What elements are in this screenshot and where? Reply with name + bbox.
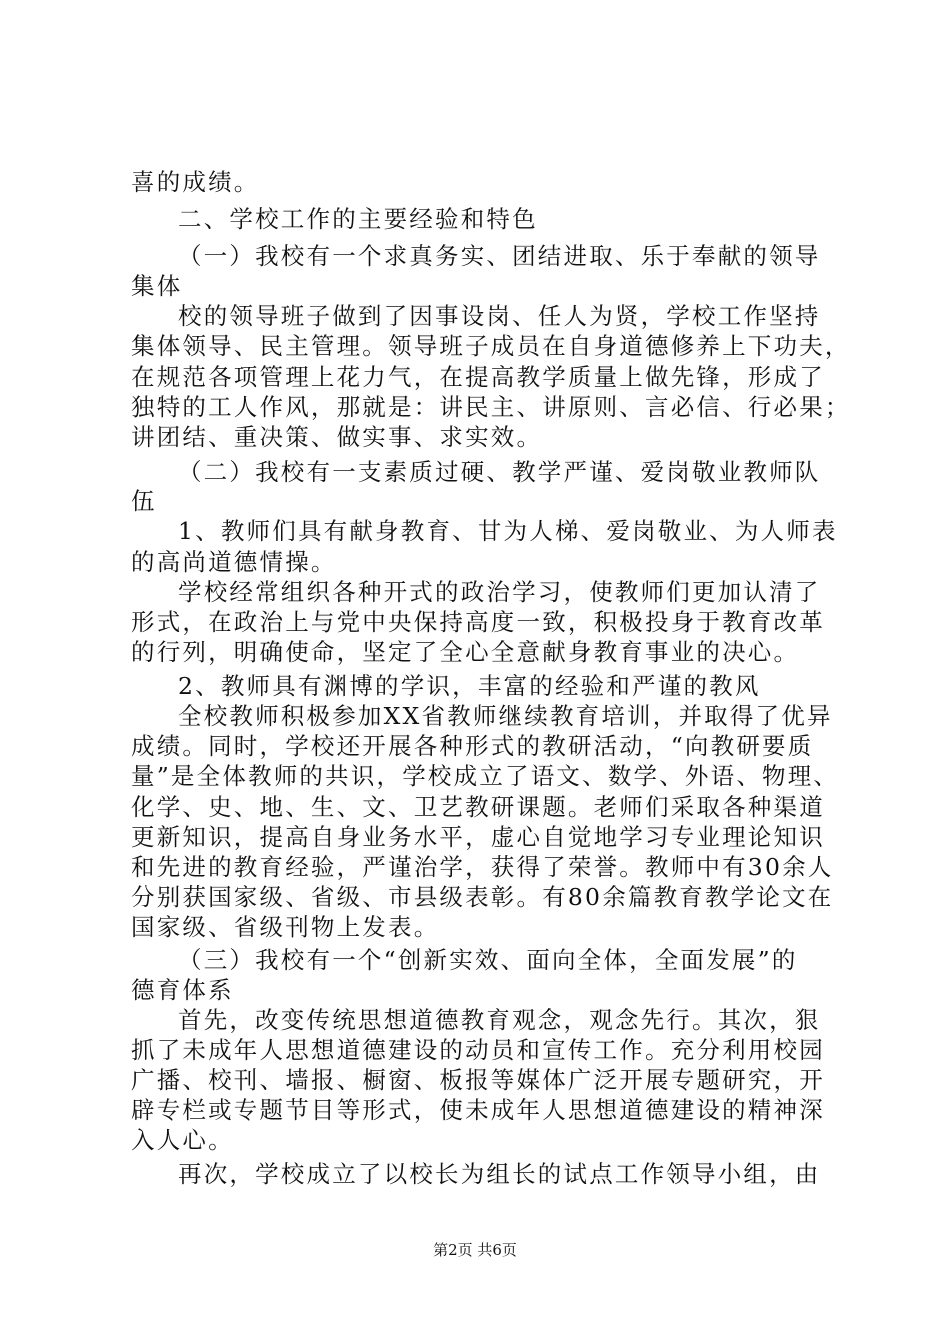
text-line: 讲团结、重决策、做实事、求实效。 xyxy=(131,423,543,451)
text-line: 首先，改变传统思想道德教育观念，观念先行。其次，狠 xyxy=(178,1006,821,1034)
text-line: 化学、史、地、生、文、卫艺教研课题。老师们采取各种渠道 xyxy=(131,793,825,821)
text-line: 抓了未成年人思想道德建设的动员和宣传工作。充分利用校园 xyxy=(131,1036,825,1064)
text-line: 和先进的教育经验，严谨治学，获得了荣誉。教师中有30余人 xyxy=(131,853,834,881)
text-line: 独特的工人作风，那就是：讲民主、讲原则、言必信、行必果； xyxy=(131,393,851,421)
text-line: 更新知识，提高自身业务水平，虚心自觉地学习专业理论知识 xyxy=(131,823,825,851)
text-line: 集体领导、民主管理。领导班子成员在自身道德修养上下功夫， xyxy=(131,332,851,360)
list-item: 1、教师们具有献身教育、甘为人梯、爱岗敬业、为人师表 xyxy=(178,517,838,545)
list-item: 的高尚道德情操。 xyxy=(131,548,337,576)
subsection-heading: （二）我校有一支素质过硬、教学严谨、爱岗敬业教师队 xyxy=(178,458,821,486)
text-line: 入人心。 xyxy=(131,1126,234,1154)
subsection-heading: 德育体系 xyxy=(131,976,234,1004)
list-item: 2、教师具有渊博的学识，丰富的经验和严谨的教风 xyxy=(178,672,761,700)
text-line: 在规范各项管理上花力气，在提高教学质量上做先锋，形成了 xyxy=(131,363,825,391)
text-line: 量”是全体教师的共识，学校成立了语文、数学、外语、物理、 xyxy=(131,762,840,790)
page-number: 第2页 共6页 xyxy=(433,1241,517,1259)
subsection-heading: （三）我校有一个“创新实效、面向全体，全面发展”的 xyxy=(178,946,798,974)
subsection-heading: 集体 xyxy=(131,272,183,300)
text-line: 全校教师积极参加XX省教师继续教育培训，并取得了优异 xyxy=(178,702,833,730)
text-line: 广播、校刊、墙报、橱窗、板报等媒体广泛开展专题研究，开 xyxy=(131,1066,825,1094)
text-line: 校的领导班子做到了因事设岗、任人为贤，学校工作坚持 xyxy=(178,302,821,330)
text-line: 喜的成绩。 xyxy=(131,168,260,196)
text-line: 成绩。同时，学校还开展各种形式的教研活动，“向教研要质 xyxy=(131,732,814,760)
text-line: 再次，学校成立了以校长为组长的试点工作领导小组，由 xyxy=(178,1160,821,1188)
subsection-heading: （一）我校有一个求真务实、团结进取、乐于奉献的领导 xyxy=(178,242,821,270)
text-line: 国家级、省级刊物上发表。 xyxy=(131,913,440,941)
section-heading: 二、学校工作的主要经验和特色 xyxy=(178,205,538,233)
text-line: 的行列，明确使命，坚定了全心全意献身教育事业的决心。 xyxy=(131,638,800,666)
text-line: 形式，在政治上与党中央保持高度一致，积极投身于教育改革 xyxy=(131,608,825,636)
text-line: 辟专栏或专题节目等形式，使未成年人思想道德建设的精神深 xyxy=(131,1096,825,1124)
subsection-heading: 伍 xyxy=(131,487,157,515)
text-line: 分别获国家级、省级、市县级表彰。有80余篇教育教学论文在 xyxy=(131,883,834,911)
text-line: 学校经常组织各种开式的政治学习，使教师们更加认清了 xyxy=(178,578,821,606)
